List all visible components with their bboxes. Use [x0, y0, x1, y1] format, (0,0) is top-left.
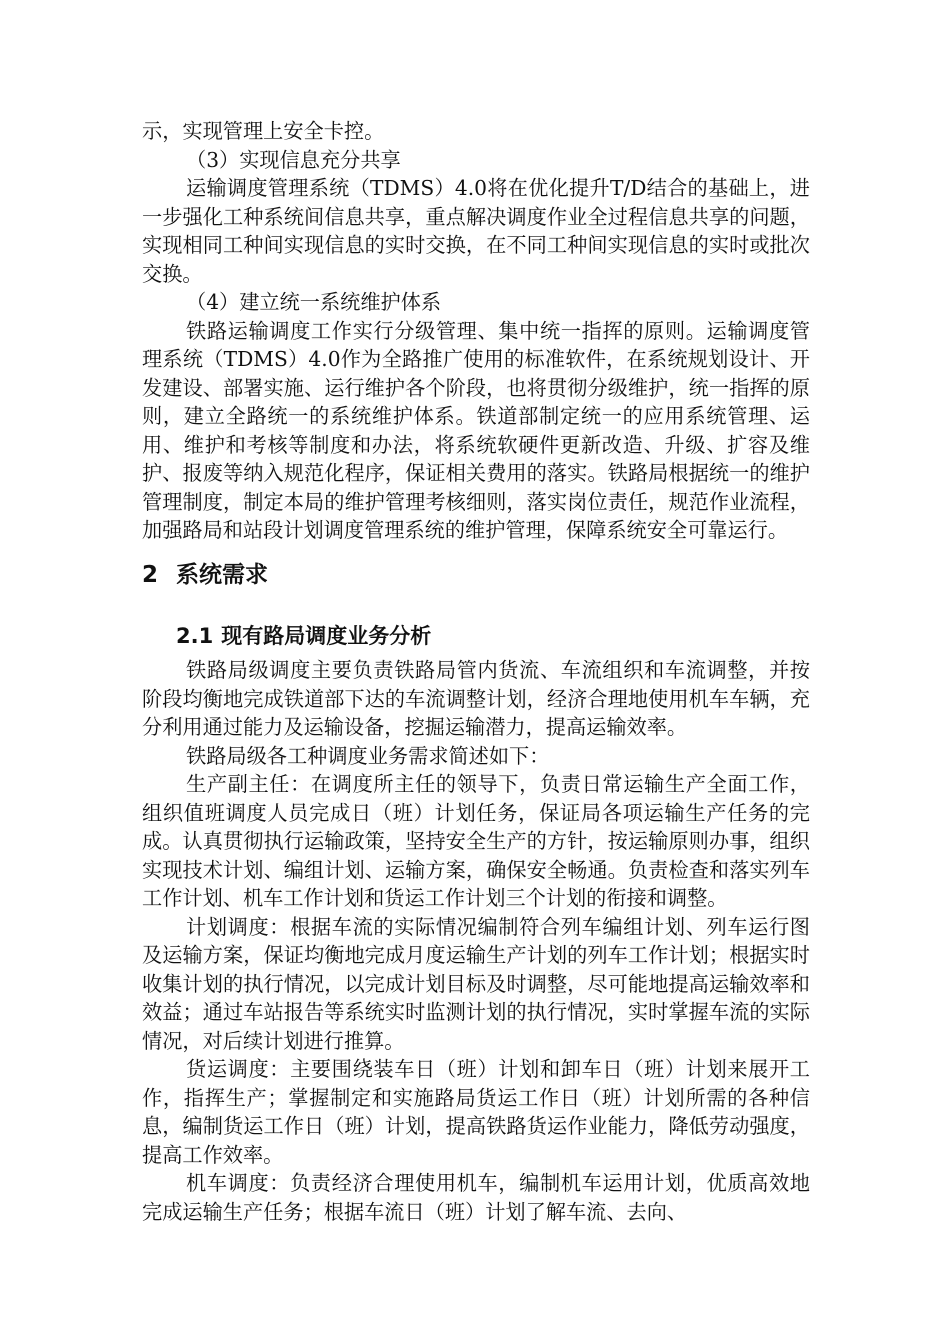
subsection-4-paragraph: 铁路运输调度工作实行分级管理、集中统一指挥的原则。运输调度管理系统（TDMS）4.0作为全路推广使用的标准软件，在系统规划设计、开发建设、部署实施、运行维护各个阶段，也将贯彻分级维护，统一指挥的原则，建立全路统一的系统维护体系。铁道部制定统一的应用系统管理、运用、维护和考核等制度和办法，将系统软硬件更新改造、升级、扩容及维护、报废等纳入规范化程序，保证相关费用的落实。铁路局根据统一的维护管理制度，制定本局的维护管理考核细则，落实岗位责任，规范作业流程，加强路局和站段计划调度管理系统的维护管理，保障系统安全可靠运行。	[142, 318, 810, 542]
previous-section-body	[142, 117, 810, 545]
chapter-title: 系统需求	[176, 562, 269, 588]
section-title: 现有路局调度业务分析	[221, 624, 432, 648]
section-heading	[176, 622, 431, 650]
body-paragraph: 铁路局级各工种调度业务需求简述如下：	[186, 743, 550, 768]
body-paragraph: 机车调度：负责经济合理使用机车，编制机车运用计划，优质高效地完成运输生产任务；根据车流日（班）计划了解车流、去向、	[142, 1171, 810, 1224]
subsection-3-title: （3）实现信息充分共享	[186, 147, 401, 172]
body-paragraph: 生产副主任：在调度所主任的领导下，负责日常运输生产全面工作，组织值班调度人员完成日（班）计划任务，保证局各项运输生产任务的完成。认真贯彻执行运输政策，坚持安全生产的方针，按运输原则办事，组织实现技术计划、编组计划、运输方案，确保安全畅通。负责检查和落实列车工作计划、机车工作计划和货运工作计划三个计划的衔接和调整。	[142, 772, 810, 910]
chapter-heading	[142, 560, 268, 590]
section-number: 2.1	[176, 624, 214, 648]
subsection-4-title: （4）建立统一系统维护体系	[186, 290, 442, 314]
body-paragraph: 货运调度：主要围绕装车日（班）计划和卸车日（班）计划来展开工作，指挥生产；掌握制定和实施路局货运工作日（班）计划所需的各种信息，编制货运工作日（班）计划，提高铁路货运作业能力，降低劳动强度，提高工作效率。	[142, 1057, 810, 1167]
subsection-3-paragraph: 运输调度管理系统（TDMS）4.0将在优化提升T/D结合的基础上，进一步强化工种系统间信息共享，重点解决调度作业全过程信息共享的问题，实现相同工种间实现信息的实时交换，在不同工种间实现信息的实时或批次交换。	[142, 176, 810, 286]
body-paragraph: 铁路局级调度主要负责铁路局管内货流、车流组织和车流调整，并按阶段均衡地完成铁道部下达的车流调整计划，经济合理地使用机车车辆，充分利用通过能力及运输设备，挖掘运输潜力，提高运输效率。	[142, 658, 810, 739]
section-body	[142, 656, 810, 1226]
paragraph-continuation: 示，实现管理上安全卡控。	[142, 119, 385, 143]
chapter-number: 2	[142, 562, 159, 588]
body-paragraph: 计划调度：根据车流的实际情况编制符合列车编组计划、列车运行图及运输方案，保证均衡地完成月度运输生产计划的列车工作计划；根据实时收集计划的执行情况，以完成计划目标及时调整，尽可能地提高运输效率和效益；通过车站报告等系统实时监测计划的执行情况，实时掌握车流的实际情况，对后续计划进行推算。	[142, 914, 810, 1053]
